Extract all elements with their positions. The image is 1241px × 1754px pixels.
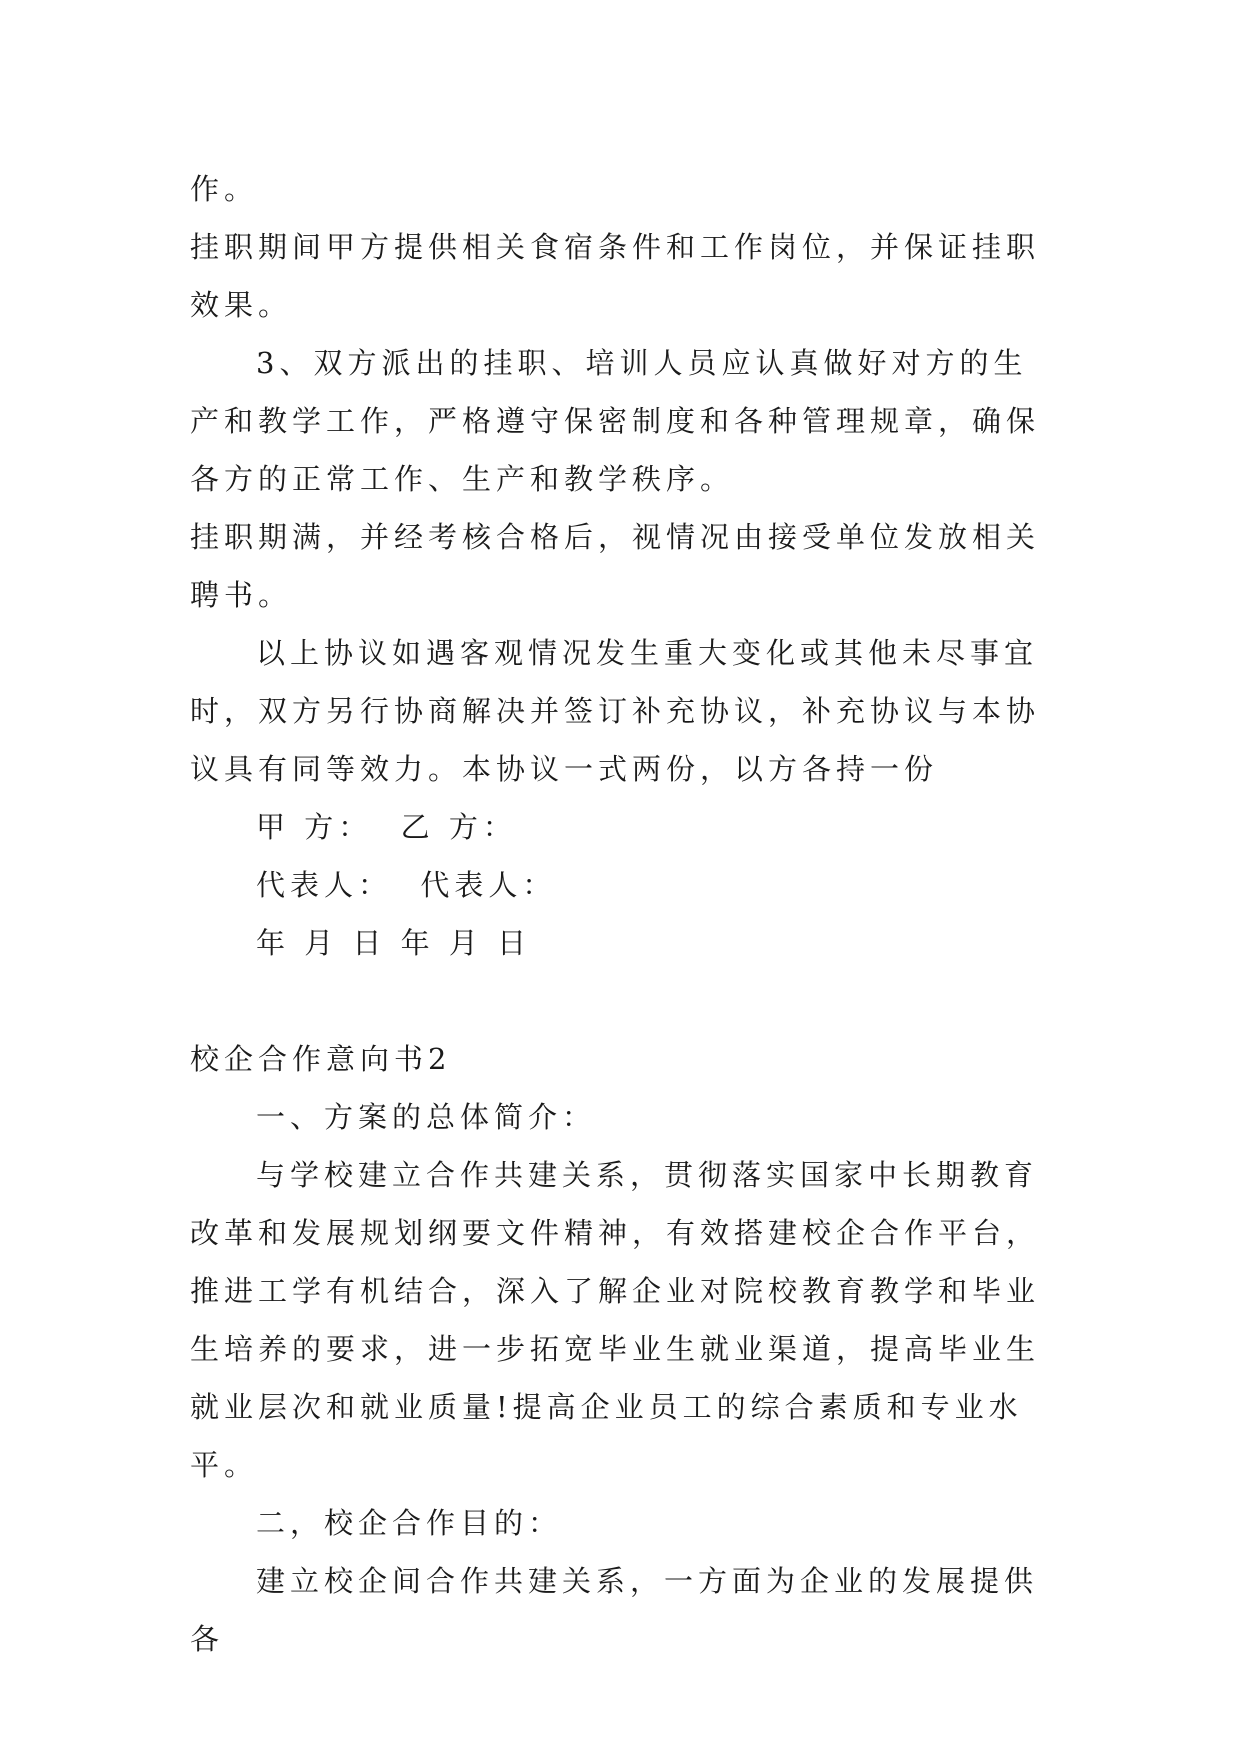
paragraph: 作。 — [190, 172, 259, 206]
section-title: 校企合作意向书2 — [190, 1042, 452, 1076]
section-heading: 一、方案的总体简介： — [256, 1100, 597, 1134]
signature-date-line: 年 月 日 年 月 日 — [256, 926, 532, 960]
paragraph: 挂职期满，并经考核合格后，视情况由接受单位发放相关聘书。 — [190, 520, 1041, 612]
signature-party-line: 甲 方： 乙 方： — [256, 810, 517, 844]
paragraph: 挂职期间甲方提供相关食宿条件和工作岗位，并保证挂职效果。 — [190, 230, 1041, 322]
paragraph: 以上协议如遇客观情况发生重大变化或其他未尽事宜时，双方另行协商解决并签订补充协议，补充协议与本协议具有同等效力。本协议一式两份，以方各持一份 — [190, 636, 1041, 786]
paragraph: 与学校建立合作共建关系，贯彻落实国家中长期教育改革和发展规划纲要文件精神，有效搭建校企合作平台，推进工学有机结合，深入了解企业对院校教育教学和毕业生培养的要求，进一步拓宽毕业生就业渠道，提高毕业生就业层次和就业质量!提高企业员工的综合素质和专业水平。 — [190, 1158, 1041, 1482]
spacer — [190, 972, 1060, 1030]
document-body — [190, 160, 1060, 1668]
paragraph: 建立校企间合作共建关系，一方面为企业的发展提供各 — [190, 1564, 1039, 1656]
signature-representative-line: 代表人： 代表人： — [256, 868, 557, 902]
section-heading: 二，校企合作目的： — [256, 1506, 563, 1540]
paragraph: 3、双方派出的挂职、培训人员应认真做好对方的生产和教学工作，严格遵守保密制度和各种管理规章，确保各方的正常工作、生产和教学秩序。 — [190, 346, 1041, 496]
